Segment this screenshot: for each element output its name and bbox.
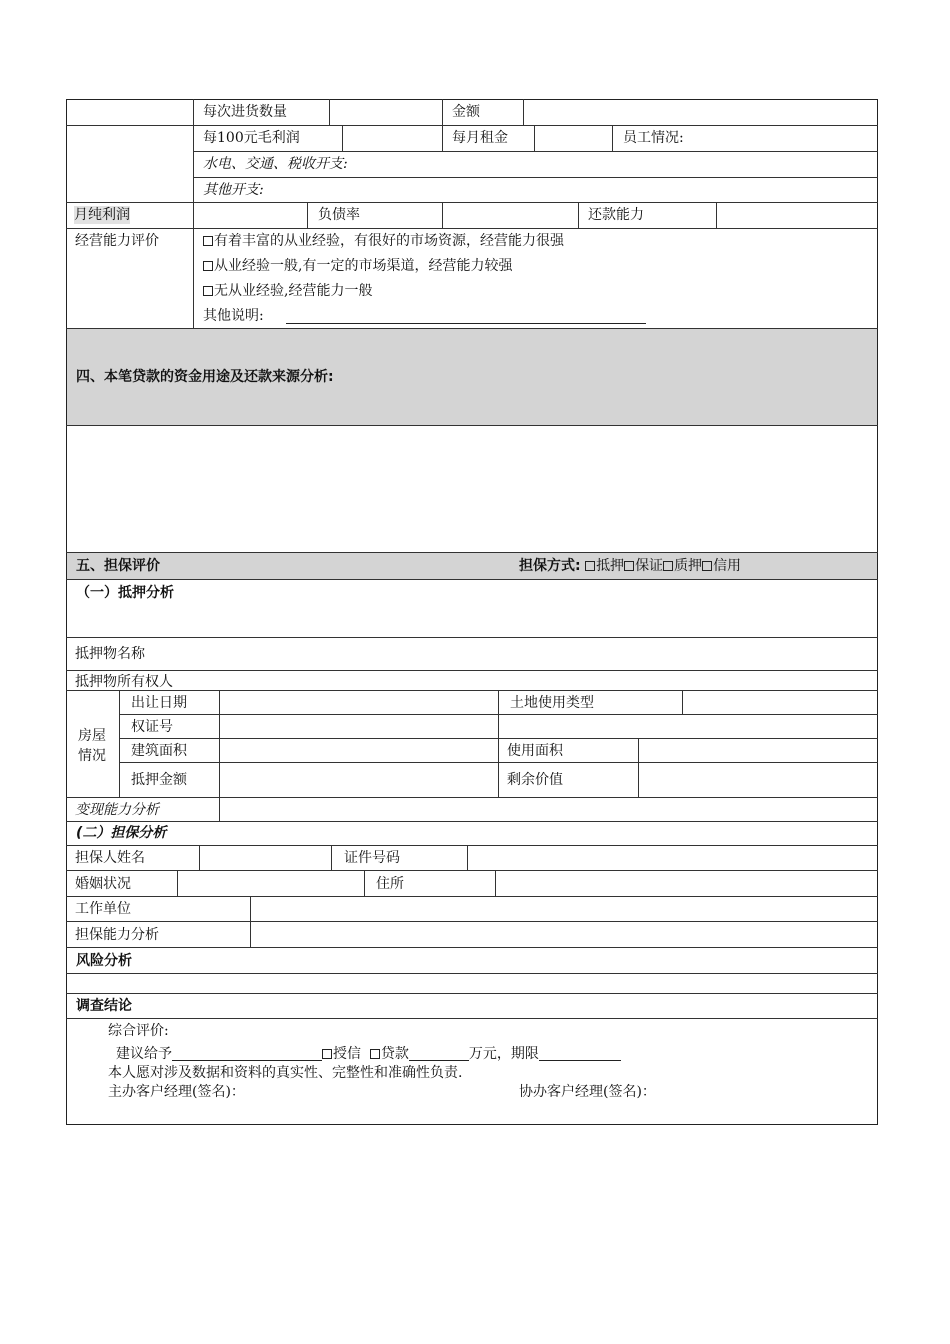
land-type-label: 土地使用类型 <box>510 695 594 711</box>
debt-ratio-label: 负债率 <box>318 207 360 223</box>
residual-value-label: 剩余价值 <box>507 772 563 788</box>
method-pledge[interactable]: 质押 <box>674 558 703 574</box>
section5-header-bg <box>67 553 877 579</box>
risk-title: 风险分析 <box>76 953 132 969</box>
checkbox-icon[interactable] <box>663 561 673 571</box>
method-mortgage[interactable]: 抵押 <box>596 558 625 574</box>
statement-text: 本人愿对涉及数据和资料的真实性、完整性和准确性负责. <box>108 1065 463 1081</box>
guarantee-methods <box>519 557 741 575</box>
amount-label: 金额 <box>452 104 480 120</box>
method-credit[interactable]: 信用 <box>713 558 742 574</box>
mortgage-owner-label: 抵押物所有权人 <box>75 674 173 690</box>
checkbox-icon[interactable] <box>203 236 213 246</box>
net-profit-label: 月纯利润 <box>74 207 130 223</box>
term-blank[interactable] <box>539 1046 621 1061</box>
mortgage-title: （一）抵押分析 <box>76 585 174 601</box>
checkbox-icon[interactable] <box>624 561 634 571</box>
transfer-date-label: 出让日期 <box>131 695 187 711</box>
checkbox-icon[interactable] <box>322 1049 332 1059</box>
amount-blank[interactable] <box>409 1046 469 1061</box>
co-manager-signature-label: 协办客户经理(签名)： <box>519 1084 656 1100</box>
section5-title: 五、担保评价 <box>76 558 160 574</box>
other-note-label: 其他说明: <box>203 308 264 324</box>
purchase-qty-label: 每次进货数量 <box>203 104 287 120</box>
ability-option-1[interactable] <box>203 232 564 250</box>
monthly-rent-label: 每月租金 <box>452 130 508 146</box>
other-expense-label: 其他开支: <box>203 182 264 198</box>
build-area-label: 建筑面积 <box>131 743 187 759</box>
unit-label: 万元，期限 <box>468 1046 539 1062</box>
ability-option-1-text: 有着丰富的从业经验，有很好的市场资源，经营能力很强 <box>214 233 564 249</box>
suggest-label: 建议给予 <box>116 1046 172 1062</box>
credit-option[interactable]: 授信 <box>333 1046 361 1062</box>
suggestion-line <box>116 1045 621 1063</box>
ability-option-3[interactable] <box>203 282 372 300</box>
gross-profit-label: 每100元毛利润 <box>203 130 300 146</box>
ability-option-3-text: 无从业经验,经营能力一般 <box>214 283 373 299</box>
use-area-label: 使用面积 <box>507 743 563 759</box>
overall-eval-label: 综合评价: <box>108 1023 169 1039</box>
address-label: 住所 <box>376 876 404 892</box>
ability-eval-label: 经营能力评价 <box>75 233 159 249</box>
checkbox-icon[interactable] <box>370 1049 380 1059</box>
guarantee-ability-label: 担保能力分析 <box>75 927 159 943</box>
id-no-label: 证件号码 <box>344 850 400 866</box>
checkbox-icon[interactable] <box>585 561 595 571</box>
loan-option[interactable]: 贷款 <box>380 1046 409 1062</box>
checkbox-icon[interactable] <box>203 286 213 296</box>
checkbox-icon[interactable] <box>203 261 213 271</box>
staff-label: 员工情况: <box>623 130 684 146</box>
section4-title: 四、本笔贷款的资金用途及还款来源分析: <box>76 369 334 385</box>
manager-signature-label: 主办客户经理(签名)： <box>108 1084 245 1100</box>
employer-label: 工作单位 <box>75 901 131 917</box>
utilities-label: 水电、交通、税收开支: <box>203 156 348 172</box>
loan-survey-form <box>66 99 878 1125</box>
other-note-blank[interactable] <box>286 323 646 324</box>
guarantee-title: (二）担保分析 <box>76 825 167 841</box>
suggest-blank[interactable] <box>172 1046 322 1061</box>
method-guarantee[interactable]: 保证 <box>635 558 664 574</box>
liquidity-label: 变现能力分析 <box>75 802 159 818</box>
mortgage-amount-label: 抵押金额 <box>131 772 187 788</box>
marital-label: 婚姻状况 <box>75 876 131 892</box>
conclusion-title: 调查结论 <box>76 998 132 1014</box>
ability-option-2-text: 从业经验一般,有一定的市场渠道，经营能力较强 <box>214 258 513 274</box>
mortgage-item-name-label: 抵押物名称 <box>75 646 145 662</box>
cert-no-label: 权证号 <box>131 719 173 735</box>
house-situation-label: 房屋情况 <box>78 728 106 764</box>
guarantor-name-label: 担保人姓名 <box>75 850 145 866</box>
checkbox-icon[interactable] <box>702 561 712 571</box>
ability-option-2[interactable] <box>203 257 512 275</box>
guarantee-method-label: 担保方式: <box>519 558 581 574</box>
repay-ability-label: 还款能力 <box>588 207 644 223</box>
